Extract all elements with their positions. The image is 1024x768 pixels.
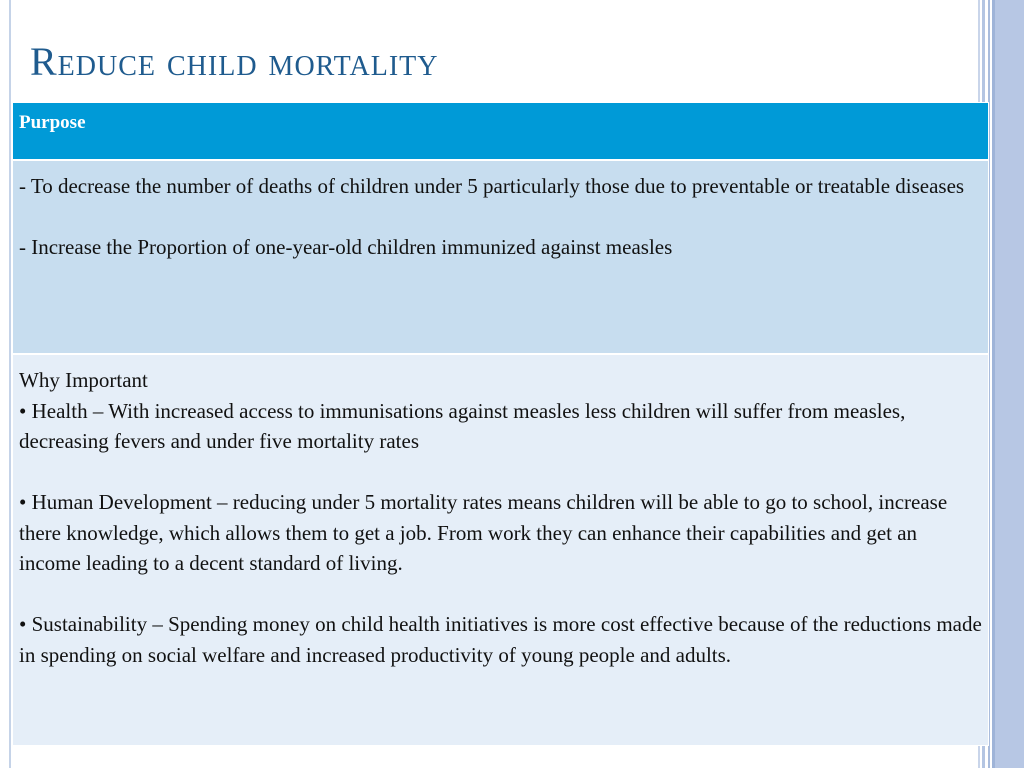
side-bar [992,0,1024,768]
why-item-health: • Health – With increased access to immunisations against measles less children will suffer from measles, decreasing fevers and under five mortality rates [19,398,906,453]
purpose-header: Purpose [19,112,86,133]
purpose-item: - Increase the Proportion of one-year-old children immunized against measles [19,235,673,259]
stripe [992,0,995,768]
table-header-row [13,103,988,161]
purpose-item: - To decrease the number of deaths of children under 5 particularly those due to preventable or treatable diseases [19,174,965,198]
why-item-human-development: • Human Development – reducing under 5 mortality rates means children will be able to go to school, increase there knowledge, which allows them to get a job. From work they can enhance their capabilities and get an income leading to a decent standard of living. [19,490,948,575]
why-item-sustainability: • Sustainability – Spending money on child health initiatives is more cost effective because of the reductions made in spending on social welfare and increased productivity of young people and adults. [19,612,982,667]
why-important-heading: Why Important [19,368,148,392]
slide-title: Reduce child mortality [30,39,439,84]
left-decorative-rule [9,0,11,768]
why-important-row [13,355,988,745]
content-table [12,102,989,746]
purpose-row [13,161,988,355]
